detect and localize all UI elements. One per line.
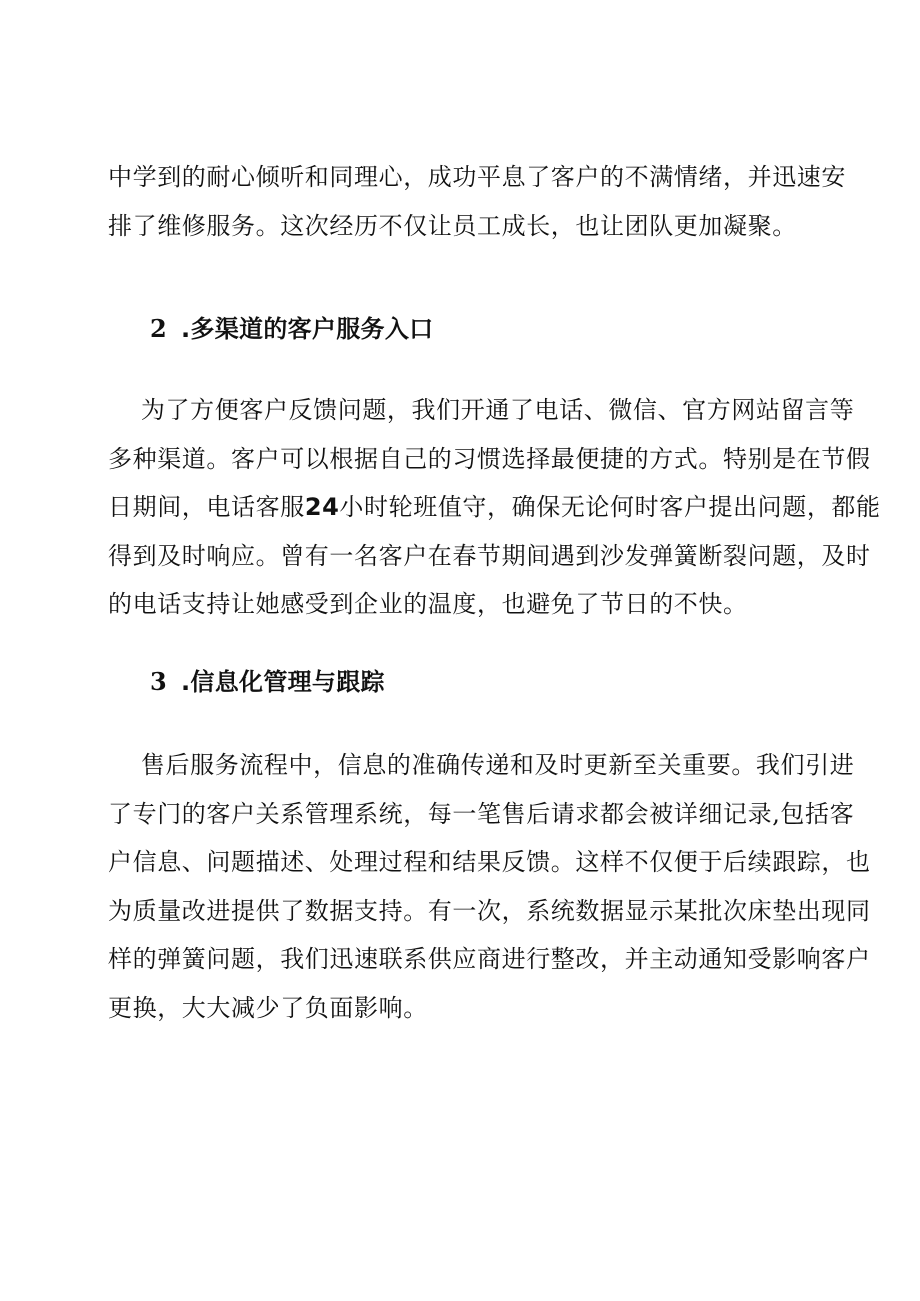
section-number: 2: [150, 314, 167, 343]
text-line: 了专门的客户关系管理系统，每一笔售后请求都会被详细记录,包括客: [108, 799, 855, 828]
text-line: 得到及时响应。曾有一名客户在春节期间遇到沙发弹簧断裂问题，及时: [108, 541, 871, 570]
text-line: 为了方便客户反馈问题，我们开通了电话、微信、官方网站留言等: [108, 396, 855, 424]
bold-number: 24: [304, 493, 340, 522]
section-title: .多渠道的客户服务入口: [181, 315, 434, 343]
paragraph-multichannel: [108, 386, 881, 629]
text-line: 样的弹簧问题，我们迅速联系供应商进行整改，并主动通知受影响客户: [108, 945, 871, 974]
paragraph-information-management: [108, 741, 871, 1033]
section-title: .信息化管理与跟踪: [181, 668, 385, 696]
text-line: 户信息、问题描述、处理过程和结果反馈。这样不仅便于后续跟踪，也: [108, 848, 871, 877]
text-line: 为质量改进提供了数据支持。有一次，系统数据显示某批次床垫出现同: [108, 896, 871, 925]
text-fragment: 日期间，电话客服: [108, 493, 305, 522]
text-line: 多种渠道。客户可以根据自己的习惯选择最便捷的方式。特别是在节假: [108, 444, 871, 473]
section-heading-multichannel: [150, 311, 433, 347]
text-line: 售后服务流程中，信息的准确传递和及时更新至关重要。我们引进: [108, 751, 855, 779]
text-fragment: 小时轮班值守，确保无论何时客户提出问题，都能: [339, 493, 881, 522]
section-number: 3: [150, 667, 167, 696]
text-line-with-number: [108, 483, 881, 532]
text-line: 更换，大大减少了负面影响。: [108, 993, 428, 1022]
text-line: 排了维修服务。这次经历不仅让员工成长，也让团队更加凝聚。: [108, 211, 797, 240]
section-heading-information-management: [150, 664, 385, 700]
paragraph-continuation: [108, 153, 846, 250]
text-line: 的电话支持让她感受到企业的温度，也避免了节日的不快。: [108, 590, 748, 619]
text-line: 中学到的耐心倾听和同理心，成功平息了客户的不满情绪，并迅速安: [108, 163, 846, 191]
